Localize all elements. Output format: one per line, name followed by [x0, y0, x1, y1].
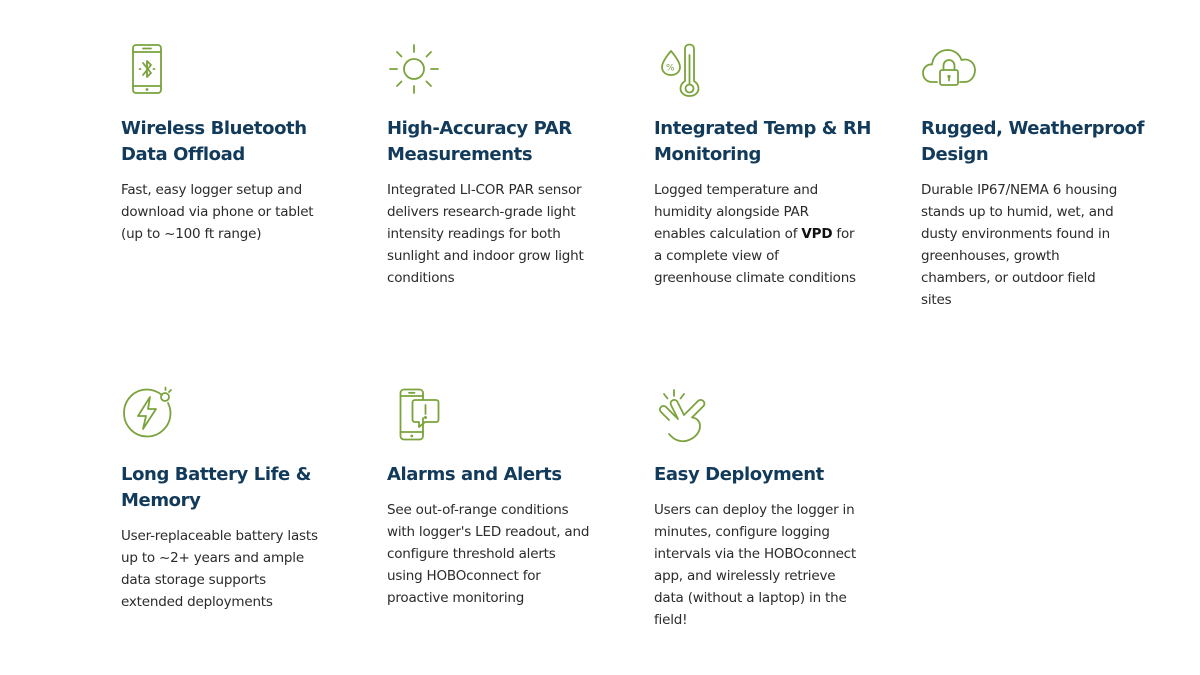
feature-description: Fast, easy logger setup and download via phone or tablet (up to ~100 ft range)	[121, 182, 314, 242]
feature-battery-life	[121, 386, 336, 626]
feature-temp-rh	[654, 40, 872, 300]
svg-text:%: %	[666, 63, 675, 74]
feature-title: Wireless Bluetooth Data Offload	[121, 118, 307, 165]
feature-description: Users can deploy the logger in minutes, configure logging intervals via the HOBOconnect app, and wirelessly retrieve data (without a laptop) in the field!	[654, 502, 856, 628]
feature-description: Integrated LI-COR PAR sensor delivers research-grade light intensity readings for both sunlight and indoor grow light conditions	[387, 182, 584, 286]
feature-description: See out-of-range conditions with logger's LED readout, and configure threshold alerts using HOBOconnect for proactive monitoring	[387, 502, 590, 606]
hand-click-icon	[656, 388, 716, 448]
feature-title: Alarms and Alerts	[387, 464, 562, 485]
feature-alarms-alerts	[387, 386, 602, 626]
feature-title: Rugged, Weatherproof Design	[921, 118, 1145, 165]
bluetooth-phone-icon	[131, 43, 191, 103]
feature-title: Easy Deployment	[654, 464, 824, 485]
feature-rugged-design	[921, 40, 1145, 320]
feature-title: Integrated Temp & RH Monitoring	[654, 118, 872, 165]
sun-icon	[387, 42, 447, 102]
feature-par-measurements	[387, 40, 602, 300]
feature-wireless-bluetooth	[121, 40, 336, 260]
feature-description: User-replaceable battery lasts up to ~2+ years and ample data storage supports extended deployments	[121, 528, 318, 610]
battery-power-icon	[121, 386, 181, 446]
feature-title: High-Accuracy PAR Measurements	[387, 118, 572, 165]
thermometer-humidity-icon	[659, 43, 719, 103]
feature-description: Durable IP67/NEMA 6 housing stands up to humid, wet, and dusty environments found in greenhouses, growth chambers, or outdoor field sites	[921, 182, 1118, 308]
feature-title: Long Battery Life & Memory	[121, 464, 312, 511]
phone-alert-icon	[399, 388, 459, 448]
feature-easy-deployment	[654, 386, 869, 646]
feature-description: Logged temperature and humidity alongside PAR enables calculation of VPD for a complete view of greenhouse climate conditions	[654, 182, 856, 286]
cloud-lock-icon	[921, 46, 981, 106]
